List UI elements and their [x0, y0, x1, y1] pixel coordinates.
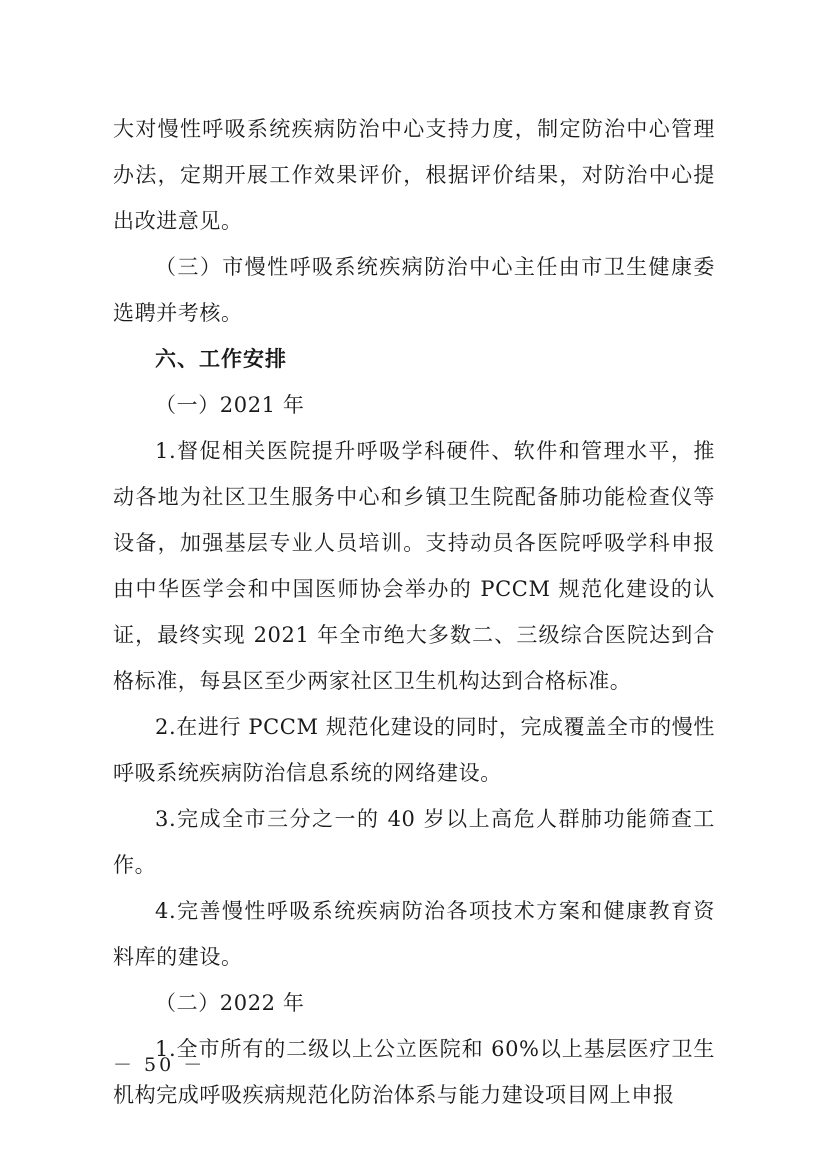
paragraph-2021-item-4: 4.完善慢性呼吸系统疾病防治各项技术方案和健康教育资料库的建设。: [113, 899, 715, 969]
paragraph-section-3: （三）市慢性呼吸系统疾病防治中心主任由市卫生健康委选聘并考核。: [113, 255, 715, 325]
paragraph-2021-item-1: 1.督促相关医院提升呼吸学科硬件、软件和管理水平，推动各地为社区卫生服务中心和乡镇卫生院配备肺功能检查仪等设备，加强基层专业人员培训。支持动员各医院呼吸学科申报由中华医学会和中国医师协会举办的 PCCM 规范化建设的认证，最终实现 2021 年全市绝大多数二、三级综合医院达到合格标准，每县区至少两家社区卫生机构达到合格标准。: [113, 439, 715, 693]
section-heading-work-arrangement: 六、工作安排: [155, 347, 287, 371]
page-number: － 50 －: [113, 1054, 206, 1076]
paragraph-2022-item-1: 1.全市所有的二级以上公立医院和 60%以上基层医疗卫生机构完成呼吸疾病规范化防治体系与能力建设项目网上申报: [113, 1037, 715, 1107]
subheading-2022: （二）2022 年: [155, 991, 305, 1015]
paragraph-2021-item-2: 2.在进行 PCCM 规范化建设的同时，完成覆盖全市的慢性呼吸系统疾病防治信息系统的网络建设。: [113, 715, 715, 785]
paragraph-continuation: 大对慢性呼吸系统疾病防治中心支持力度，制定防治中心管理办法，定期开展工作效果评价，根据评价结果，对防治中心提出改进意见。: [113, 117, 715, 233]
paragraph-2021-item-3: 3.完成全市三分之一的 40 岁以上高危人群肺功能筛查工作。: [113, 807, 715, 877]
subheading-2021: （一）2021 年: [155, 393, 305, 417]
document-body: [113, 106, 715, 1118]
